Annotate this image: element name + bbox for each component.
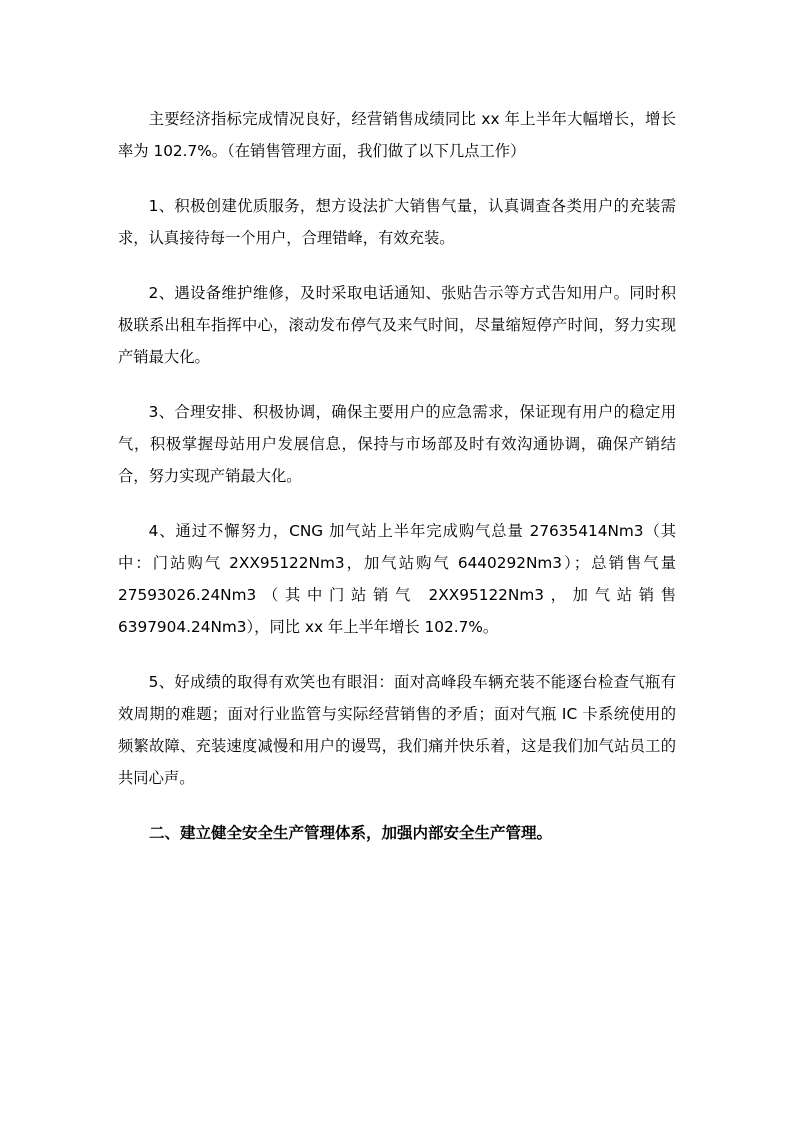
paragraph-item-5: 5、好成绩的取得有欢笑也有眼泪：面对高峰段车辆充装不能逐台检查气瓶有效周期的难题；面对行业监管与实际经营销售的矛盾；面对气瓶 IC 卡系统使用的频繁故障、充装速度减慢和用户的谩骂，我们痛并快乐着，这是我们加气站员工的共同心声。 <box>118 673 676 787</box>
section-heading: 二、建立健全安全生产管理体系，加强内部安全生产管理。 <box>149 824 553 842</box>
document-body <box>118 103 676 849</box>
paragraph-intro: 主要经济指标完成情况良好，经营销售成绩同比 xx 年上半年大幅增长，增长率为 102.7%。（在销售管理方面，我们做了以下几点工作） <box>118 110 676 160</box>
paragraph-item-4: 4、通过不懈努力，CNG 加气站上半年完成购气总量 27635414Nm3（其中：门站购气 2XX95122Nm3，加气站购气 6440292Nm3）；总销售气量 27593026.24Nm3（其中门站销气 2XX95122Nm3，加气站销售 6397904.24Nm3），同比 xx 年上半年增长 102.7%。 <box>118 522 676 636</box>
paragraph-item-2: 2、遇设备维护维修，及时采取电话通知、张贴告示等方式告知用户。同时积极联系出租车指挥中心，滚动发布停气及来气时间，尽量缩短停产时间，努力实现产销最大化。 <box>118 284 676 366</box>
paragraph-item-3: 3、合理安排、积极协调，确保主要用户的应急需求，保证现有用户的稳定用气，积极掌握母站用户发展信息，保持与市场部及时有效沟通协调，确保产销结合，努力实现产销最大化。 <box>118 403 676 485</box>
paragraph-item-1: 1、积极创建优质服务，想方设法扩大销售气量，认真调查各类用户的充装需求，认真接待每一个用户，合理错峰，有效充装。 <box>118 197 676 247</box>
